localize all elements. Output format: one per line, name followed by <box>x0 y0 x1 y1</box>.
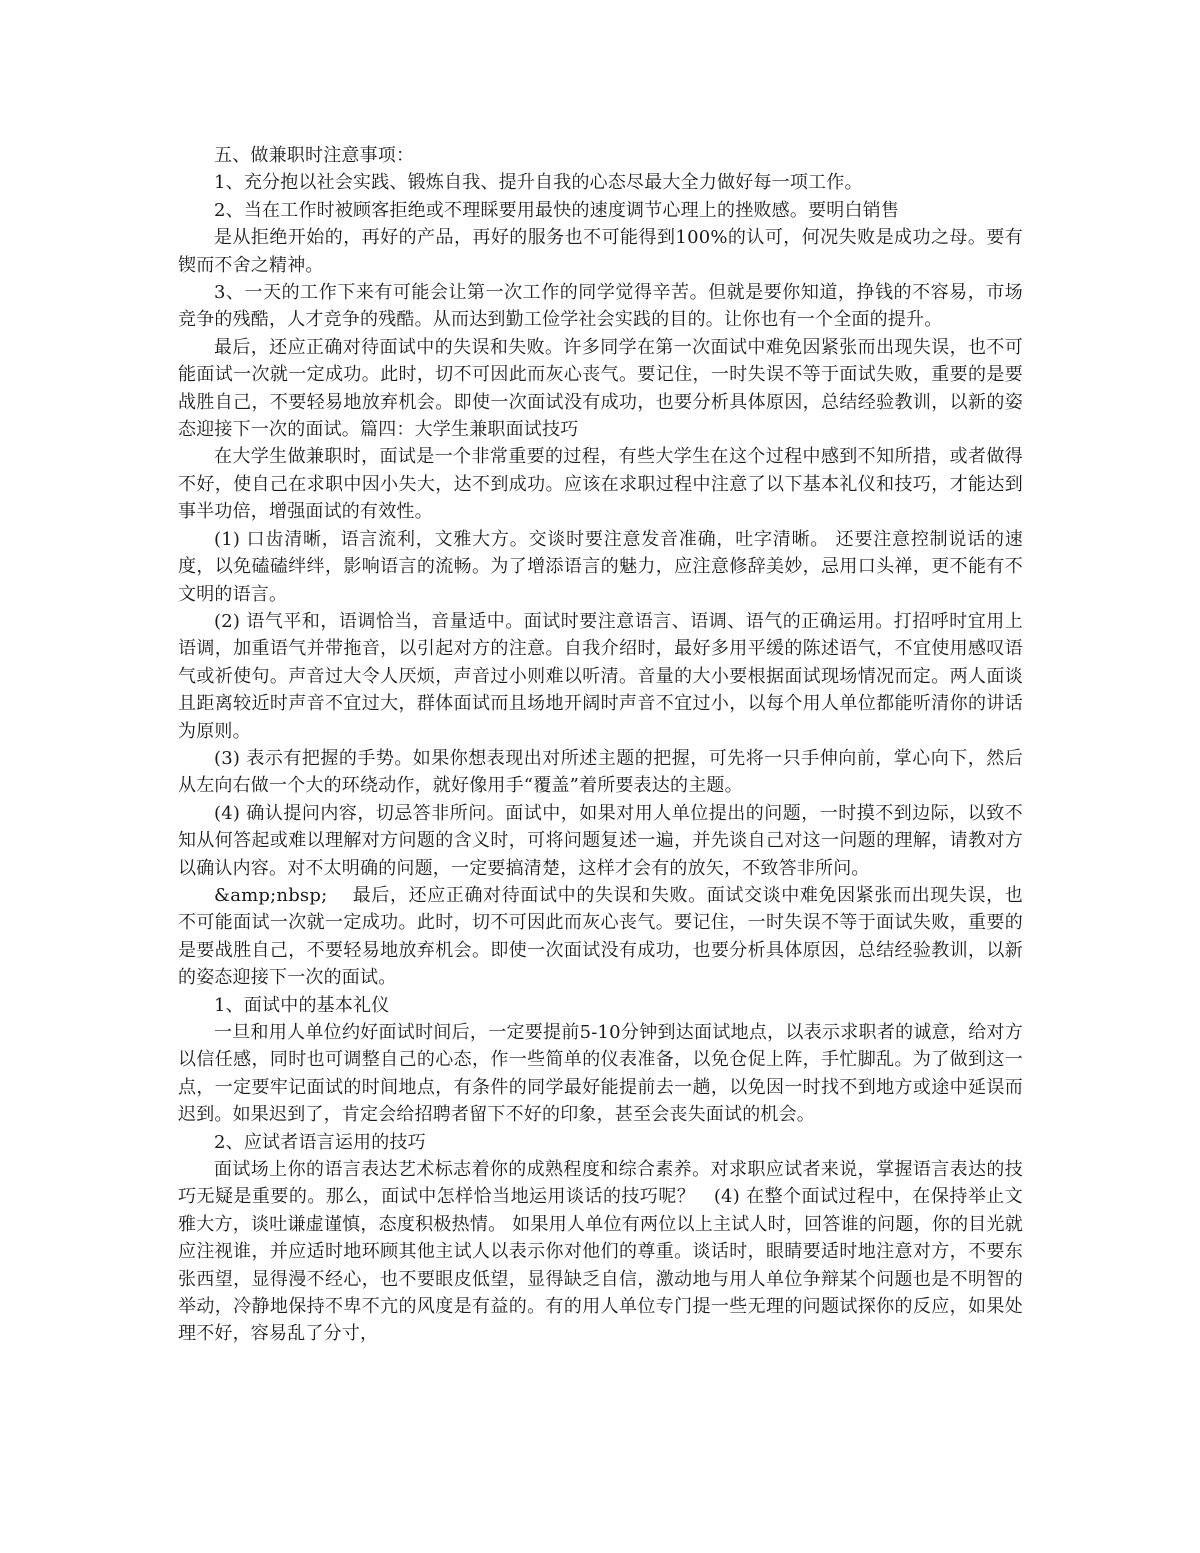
subsection-heading: 1、面试中的基本礼仪 <box>214 994 390 1016</box>
paragraph: 面试场上你的语言表达艺术标志着你的成熟程度和综合素养。对求职应试者来说，掌握语言表达的技巧无疑是重要的。那么，面试中怎样恰当地运用谈话的技巧呢？ (4) 在整个面试过程中，在保持举止文雅大方，谈吐谦虚谨慎，态度积极热情。 如果用人单位有两位以上主试人时，回答谁的问题，你的目光就应注视谁，并应适时地环顾其他主试人以表示你对他们的尊重。谈话时，眼睛要适时地注意对方，不要东张西望，显得漫不经心，也不要眼皮低望，显得缺乏自信，激动地与用人单位争辩某个问题也是不明智的举动，冷静地保持不卑不亢的风度是有益的。有的用人单位专门提一些无理的问题试探你的反应，如果处理不好，容易乱了分寸， <box>178 1159 1023 1345</box>
subsection-heading: 2、应试者语言运用的技巧 <box>214 1131 426 1153</box>
paragraph: 1、充分抱以社会实践、锻炼自我、提升自我的心态尽最大全力做好每一项工作。 <box>214 172 863 194</box>
paragraph: (2) 语气平和，语调恰当，音量适中。面试时要注意语言、语调、语气的正确运用。打招呼时宜用上语调，加重语气并带拖音，以引起对方的注意。自我介绍时，最好多用平缓的陈述语气，不宜使用感叹语气或祈使句。声音过大令人厌烦，声音过小则难以听清。音量的大小要根据面试现场情况而定。两人面谈且距离较近时声音不宜过大，群体面试而且场地开阔时声音不宜过小，以每个用人单位都能听清你的讲话为原则。 <box>178 610 1023 742</box>
paragraph: (1) 口齿清晰，语言流利，文雅大方。交谈时要注意发音准确，吐字清晰。 还要注意控制说话的速度，以免磕磕绊绊，影响语言的流畅。为了增添语言的魅力，应注意修辞美妙，忌用口头禅，更不能有不文明的语言。 <box>178 528 1023 605</box>
paragraph: 一旦和用人单位约好面试时间后，一定要提前5-10分钟到达面试地点，以表示求职者的诚意，给对方以信任感，同时也可调整自己的心态，作一些简单的仪表准备，以免仓促上阵，手忙脚乱。为了做到这一点，一定要牢记面试的时间地点，有条件的同学最好能提前去一趟，以免因一时找不到地方或途中延误而迟到。如果迟到了，肯定会给招聘者留下不好的印象，甚至会丧失面试的机会。 <box>178 1022 1023 1126</box>
document-body <box>178 142 1023 1348</box>
paragraph: 3、一天的工作下来有可能会让第一次工作的同学觉得辛苦。但就是要你知道，挣钱的不容易，市场竞争的残酷，人才竞争的残酷。从而达到勤工俭学社会实践的目的。让你也有一个全面的提升。 <box>178 282 1023 331</box>
paragraph: (4) 确认提问内容，切忌答非所问。面试中，如果对用人单位提出的问题，一时摸不到边际，以致不知从何答起或难以理解对方问题的含义时，可将问题复述一遍，并先谈自己对这一问题的理解，请教对方以确认内容。对不太明确的问题，一定要搞清楚，这样才会有的放矢，不致答非所问。 <box>178 802 1023 879</box>
section-heading: 五、做兼职时注意事项： <box>214 145 415 166</box>
paragraph: 最后，还应正确对待面试中的失误和失败。许多同学在第一次面试中难免因紧张而出现失误，也不可能面试一次就一定成功。此时，切不可因此而灰心丧气。要记住，一时失误不等于面试失败，重要的是要战胜自己，不要轻易地放弃机会。即使一次面试没有成功，也要分析具体原因，总结经验教训，以新的姿态迎接下一次的面试。篇四：大学生兼职面试技巧 <box>178 336 1023 441</box>
paragraph: (3) 表示有把握的手势。如果你想表现出对所述主题的把握，可先将一只手伸向前，掌心向下，然后从左向右做一个大的环绕动作，就好像用手“覆盖”着所要表达的主题。 <box>178 747 1023 797</box>
paragraph: 在大学生做兼职时，面试是一个非常重要的过程，有些大学生在这个过程中感到不知所措，或者做得不好，使自己在求职中因小失大，达不到成功。应该在求职过程中注意了以下基本礼仪和技巧，才能达到事半功倍，增强面试的有效性。 <box>178 446 1023 523</box>
paragraph: 是从拒绝开始的，再好的产品，再好的服务也不可能得到100%的认可，何况失败是成功之母。要有锲而不舍之精神。 <box>178 227 1023 276</box>
paragraph: 2、当在工作时被顾客拒绝或不理睬要用最快的速度调节心理上的挫败感。要明白销售 <box>214 199 900 221</box>
paragraph: &amp;nbsp; 最后，还应正确对待面试中的失误和失败。面试交谈中难免因紧张而出现失误，也不可能面试一次就一定成功。此时，切不可因此而灰心丧气。要记住，一时失误不等于面试失败，重要的是要战胜自己，不要轻易地放弃机会。即使一次面试没有成功，也要分析具体原因，总结经验教训，以新的姿态迎接下一次的面试。 <box>178 884 1023 989</box>
